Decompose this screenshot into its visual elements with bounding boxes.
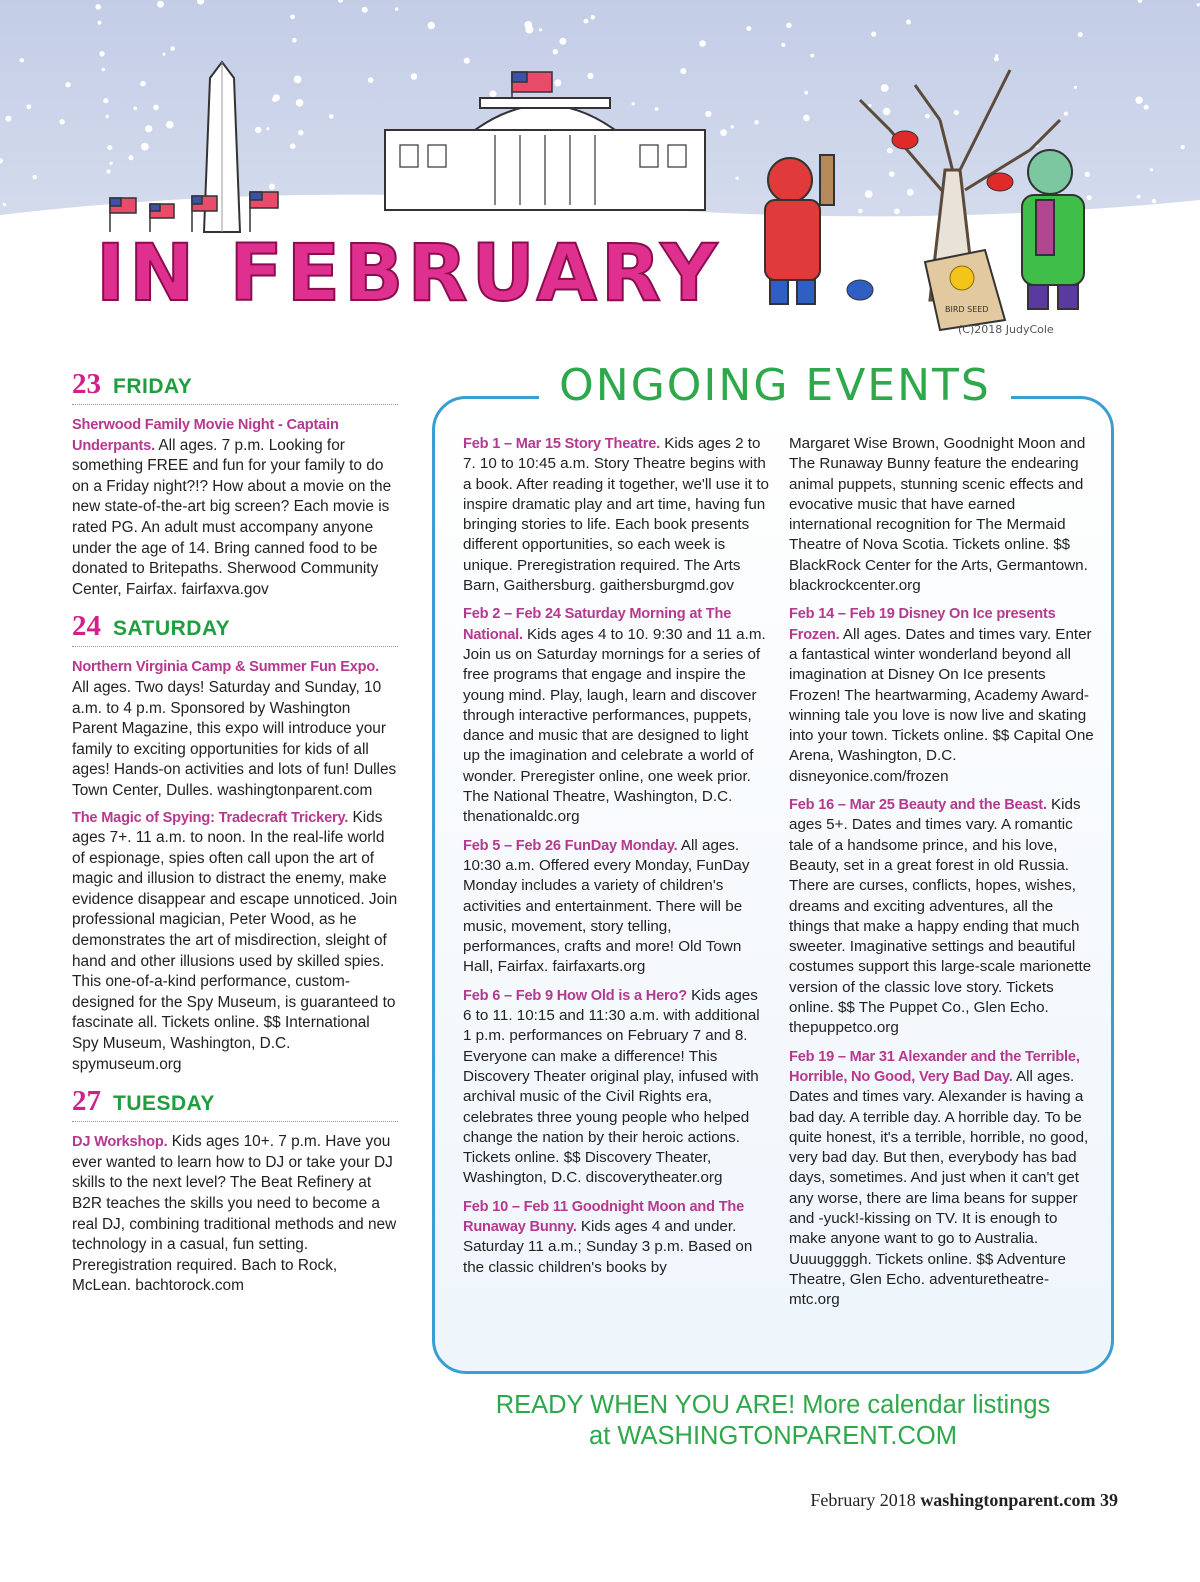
snowflake (128, 155, 133, 160)
snowflake (1197, 3, 1200, 6)
snow-scene (0, 0, 1200, 350)
event-description: Kids ages 4 and under. Saturday 11 a.m.; Sunday 3 p.m. Based on the classic children's books by (463, 1217, 753, 1276)
snowflake (731, 125, 734, 128)
snowflake (663, 213, 668, 218)
snowflake (1135, 97, 1142, 104)
snowflake (559, 38, 566, 45)
snowflake (296, 99, 304, 107)
snowflake (1187, 216, 1191, 220)
snowflake (304, 200, 309, 205)
snowflake (141, 143, 149, 151)
snowflake (906, 20, 911, 25)
snowflake (99, 51, 104, 56)
snowflake (1181, 145, 1185, 149)
event-title: Feb 14 – Feb 19 Disney On Ice presents Frozen. (789, 606, 1056, 643)
snowflake (524, 21, 532, 29)
snowflake (1064, 112, 1068, 116)
snowflake (413, 319, 420, 326)
snowflake (907, 189, 914, 196)
snowflake (255, 127, 261, 133)
snowflake (163, 53, 166, 56)
snowflake (587, 73, 593, 79)
snowflake (329, 114, 334, 119)
snowflake (746, 26, 751, 31)
snowflake (1137, 195, 1141, 199)
day-name: TUESDAY (113, 1092, 215, 1116)
snowflake (1152, 199, 1157, 204)
snowflake (925, 114, 930, 119)
snowflake (887, 148, 893, 154)
event-title: Feb 6 – Feb 9 How Old is a Hero? (463, 987, 687, 1004)
artist-credit: (C)2018 JudyCole (958, 323, 1054, 336)
event-listing (463, 986, 769, 1189)
footer-date: February 2018 (810, 1490, 921, 1510)
day-number: 24 (72, 610, 101, 643)
event-listing (789, 795, 1095, 1039)
snowflake (102, 68, 106, 72)
snowflake (1158, 302, 1165, 309)
ready-banner (440, 1390, 1106, 1452)
snowflake (33, 175, 37, 179)
snowflake (490, 90, 497, 97)
snowflake (889, 171, 895, 177)
snowflake (106, 115, 109, 118)
snowflake (1087, 195, 1092, 200)
event-listing (72, 1132, 398, 1297)
day-number: 27 (72, 1085, 101, 1118)
snowflake (107, 145, 112, 150)
event-listing (72, 415, 398, 600)
snowflake (290, 14, 295, 19)
snowflake (362, 7, 368, 13)
event-description: All ages. Two days! Saturday and Sunday, 10 a.m. to 4 p.m. Sponsored by Washington Parent Magazine, this expo will introduce your family to exciting opportunities for kids of all ages! Hands-on activities and lots of fun! Dulles Town Center, Dulles. washingtonparent.com (72, 678, 397, 799)
snowflake (1155, 260, 1163, 268)
snowflake (1078, 32, 1083, 37)
event-description: Margaret Wise Brown, Goodnight Moon and The Runaway Bunny feature the endearing animal puppets, stunning scenic effects and evocative music that have earned international recognition for The Mermaid Theatre of Nova Scotia. Tickets online. $$ BlackRock Center for the Arts, Germantown. blackrockcenter.org (789, 435, 1088, 595)
snowflake (803, 115, 810, 122)
seed-bag-label: BIRD SEED (945, 305, 989, 314)
page-footer (810, 1490, 1118, 1511)
snowflake (705, 111, 711, 117)
event-listing (463, 434, 769, 596)
snowflake (553, 49, 558, 54)
snowflake (103, 98, 108, 103)
snowflake (27, 104, 32, 109)
snowflake (858, 209, 862, 213)
snowflake (1085, 172, 1090, 177)
snowflake (294, 76, 302, 84)
event-description: All ages. 7 p.m. Looking for something FREE and fun for your family to do on a Friday night?!? How about a movie on the new state-of-the-art big screen? Each movie is rated PG. An adult must accompany anyone under the age of 14. Bring canned food to be donated to Britepaths. Sherwood Community Center, Fairfax. fairfaxva.gov (72, 436, 392, 598)
snowflake (464, 58, 470, 64)
event-description: All ages. Dates and times vary. Enter a fantastical winter wonderland beyond all imagination at Disney On Ice presents Frozen! The heartwarming, Academy Award-winning tale you love is now live and skating into your town. Tickets online. $$ Capital One Arena, Washington, D.C. disneyonice.com/frozen (789, 625, 1094, 785)
snowflake (298, 130, 304, 136)
snowflake (292, 38, 297, 43)
snowflake (902, 303, 907, 308)
snowflake (994, 57, 999, 62)
snowflake (894, 208, 900, 214)
snowflake (1150, 168, 1153, 171)
event-description: All ages. Dates and times vary. Alexander is having a bad day. A terrible day. A horrible day. To be quite honest, it's a terrible, horrible, no good, very bad day. But then, everybody has bad days, sometimes. And just when it can't get any worse, there are lima beans for supper and -yuck!-kissing on TV. It is enough to make anyone want to go to Australia. Uuuuggggh. Tickets online. $$ Adventure Theatre, Glen Echo. adventuretheatre-mtc.org (789, 1067, 1089, 1309)
event-description: Kids ages 6 to 11. 10:15 and 11:30 a.m. with additional 1 p.m. performances on February 7 and 8. Everyone can make a difference! This Discovery Theater original play, infused with archival music of the Civil Rights era, celebrates three young people who helped change the nation by their heroic actions. Tickets online. $$ Discovery Theater, Washington, D.C. discoverytheater.org (463, 986, 760, 1187)
day-number: 23 (72, 368, 101, 400)
event-description: Kids ages 7+. 11 a.m. to noon. In the real-life world of espionage, spies often call upon the art of magic and illusion to distract the enemy, make evidence disappear and escape unnoticed. Join professional magician, Peter Wood, as he demonstrates the art of misdirection, sleight of hand and other illusions used by skilled spies. This one-of-a-kind performance, custom-designed for the Spy Museum, is guaranteed to fascinate all. Tickets online. $$ International Spy Museum, Washington, D.C. spymuseum.org (72, 808, 398, 1073)
event-title: DJ Workshop. (72, 1134, 168, 1151)
snowflake (1160, 293, 1164, 297)
event-listing (789, 1047, 1095, 1311)
ongoing-events-title: ONGOING EVENTS (539, 360, 1011, 411)
event-listing (463, 1197, 769, 1278)
event-description: Kids ages 5+. Dates and times vary. A romantic tale of a handsome prince, and his love, Beauty, set in a great forest in old Russia. There are curses, conflicts, hopes, wishes, dreams and exciting adventures, all the things that make a happy ending that much sweeter. Imaginative settings and beautiful costumes support this large-scale marionette version of the classic love story. Tickets online. $$ The Puppet Co., Glen Echo. thepuppetco.org (789, 796, 1092, 1037)
snowflake (65, 82, 70, 87)
event-description: Kids ages 2 to 7. 10 to 10:45 a.m. Story Theatre begins with a book. After reading it together, we'll use it to inspire dramatic play and art time, having fun bringing stories to life. Each book presents different opportunities, so each week is unique. Preregistration required. The Arts Barn, Gaithersburg. gaithersburgmd.gov (463, 435, 769, 595)
snowflake (954, 110, 959, 115)
snowflake (59, 119, 64, 124)
snowflake (584, 19, 589, 24)
snowflake (995, 276, 999, 280)
snowflake (492, 222, 498, 228)
snowflake (898, 255, 904, 261)
event-title: Feb 16 – Mar 25 Beauty and the Beast. (789, 797, 1047, 814)
snowflake (411, 73, 418, 80)
ready-line-1: READY WHEN YOU ARE! More calendar listings (495, 1391, 1051, 1419)
headline-text (96, 229, 721, 319)
snowflake (1062, 310, 1067, 315)
snowflake (1190, 277, 1197, 284)
snowflake (56, 306, 64, 314)
snowflake (720, 129, 727, 136)
day-name: SATURDAY (113, 617, 231, 641)
snowflake (266, 127, 269, 130)
snowflake (786, 23, 791, 28)
event-listing (72, 657, 398, 801)
ongoing-column-1 (463, 434, 769, 1286)
day-heading (72, 368, 398, 405)
snowflake (591, 15, 595, 19)
snowflake (166, 121, 174, 129)
snowflake (655, 107, 659, 111)
snowflake (1144, 105, 1149, 110)
daily-listings-column (72, 368, 398, 1303)
snowflake (18, 257, 23, 262)
footer-page-number: 39 (1095, 1490, 1118, 1510)
event-title: Feb 2 – Feb 24 Saturday Morning at The National. (463, 606, 732, 643)
ongoing-column-2 (789, 434, 1095, 1318)
snowflake (680, 68, 686, 74)
event-title: Feb 1 – Mar 15 Story Theatre. (463, 436, 660, 452)
banner-illustration (0, 0, 1200, 350)
day-heading (72, 1085, 398, 1122)
snowflake (170, 46, 175, 51)
snowflake (272, 97, 277, 102)
snowflake (839, 251, 842, 254)
event-listing (789, 604, 1095, 787)
event-description: All ages. 10:30 a.m. Offered every Monday, FunDay Monday includes a variety of children's activities and entertainment. There will be music, movement, story telling, performances, crafts and more! Old Town Hall, Fairfax. fairfaxarts.org (463, 836, 750, 976)
snowflake (871, 31, 876, 36)
snowflake (1, 320, 7, 326)
ready-line-2: at WASHINGTONPARENT.COM (589, 1422, 957, 1450)
snowflake (632, 102, 635, 105)
snowflake (269, 184, 275, 190)
snowflake (8, 247, 13, 252)
snowflake (539, 28, 542, 31)
event-title: Feb 10 – Feb 11 Goodnight Moon and The Runaway Bunny. (463, 1198, 745, 1235)
snowflake (804, 91, 808, 95)
snowflake (395, 7, 398, 10)
snowflake (428, 22, 435, 29)
event-title: Sherwood Family Movie Night - Captain Underpants. (72, 417, 339, 454)
event-description: Kids ages 10+. 7 p.m. Have you ever wanted to learn how to DJ or take your DJ skills to the next level? The Beat Refinery at B2R teaches the skills you need to become a real DJ, combining traditional methods and new technology in a casual, fun setting. Preregistration required. Bach to Rock, McLean. bachtorock.com (72, 1133, 397, 1295)
snowflake (736, 177, 739, 180)
snowflake (20, 58, 24, 62)
snowflake (368, 77, 374, 83)
ongoing-events-heading (432, 360, 1118, 411)
snowflake (106, 169, 110, 173)
snowflake (145, 125, 152, 132)
event-listing (789, 434, 1095, 596)
snowflake (3, 203, 6, 206)
snowflake (140, 81, 145, 86)
event-title: The Magic of Spying: Tradecraft Trickery. (72, 809, 349, 826)
day-heading (72, 610, 398, 647)
day-name: FRIDAY (113, 375, 193, 398)
snowflake (781, 43, 785, 47)
event-description: Kids ages 4 to 10. 9:30 and 11 a.m. Join us on Saturday mornings for a series of free programs that engage and inspire the young mind. Play, laugh, learn and discover through interactive performances, puppets, dance and music that are designed to light up the imagination and celebrate a world of wonder. Preregister online, one week prior. The National Theatre, Washington, D.C. thenationaldc.org (463, 625, 766, 826)
snowflake (98, 21, 102, 25)
footer-site: washingtonparent.com (920, 1490, 1096, 1510)
snowflake (754, 120, 758, 124)
event-title: Feb 5 – Feb 26 FunDay Monday. (463, 837, 678, 854)
event-listing (463, 836, 769, 978)
snowflake (865, 190, 873, 198)
snowflake (153, 105, 159, 111)
snowflake (1184, 206, 1191, 213)
snowflake (883, 108, 891, 116)
snowflake (881, 84, 889, 92)
snowflake (157, 1, 164, 8)
snowflake (801, 313, 808, 320)
snowflake (699, 40, 706, 47)
snowflake (133, 107, 137, 111)
snowflake (554, 79, 561, 86)
snowflake (5, 116, 11, 122)
snowflake (290, 144, 296, 150)
snowflake (1133, 262, 1138, 267)
snowflake (110, 162, 113, 165)
snowflake (95, 4, 101, 10)
event-listing (463, 604, 769, 827)
snowflake (810, 54, 814, 58)
snowflake (1074, 86, 1077, 89)
snowflake (280, 220, 284, 224)
snowflake (370, 201, 373, 204)
snowflake (790, 285, 794, 289)
event-listing (72, 808, 398, 1076)
event-title: Northern Virginia Camp & Summer Fun Expo. (72, 659, 379, 676)
headline-in-february: IN FEBRUARY (96, 229, 722, 319)
event-title: Feb 19 – Mar 31 Alexander and the Terrible, Horrible, No Good, Very Bad Day. (789, 1048, 1080, 1085)
